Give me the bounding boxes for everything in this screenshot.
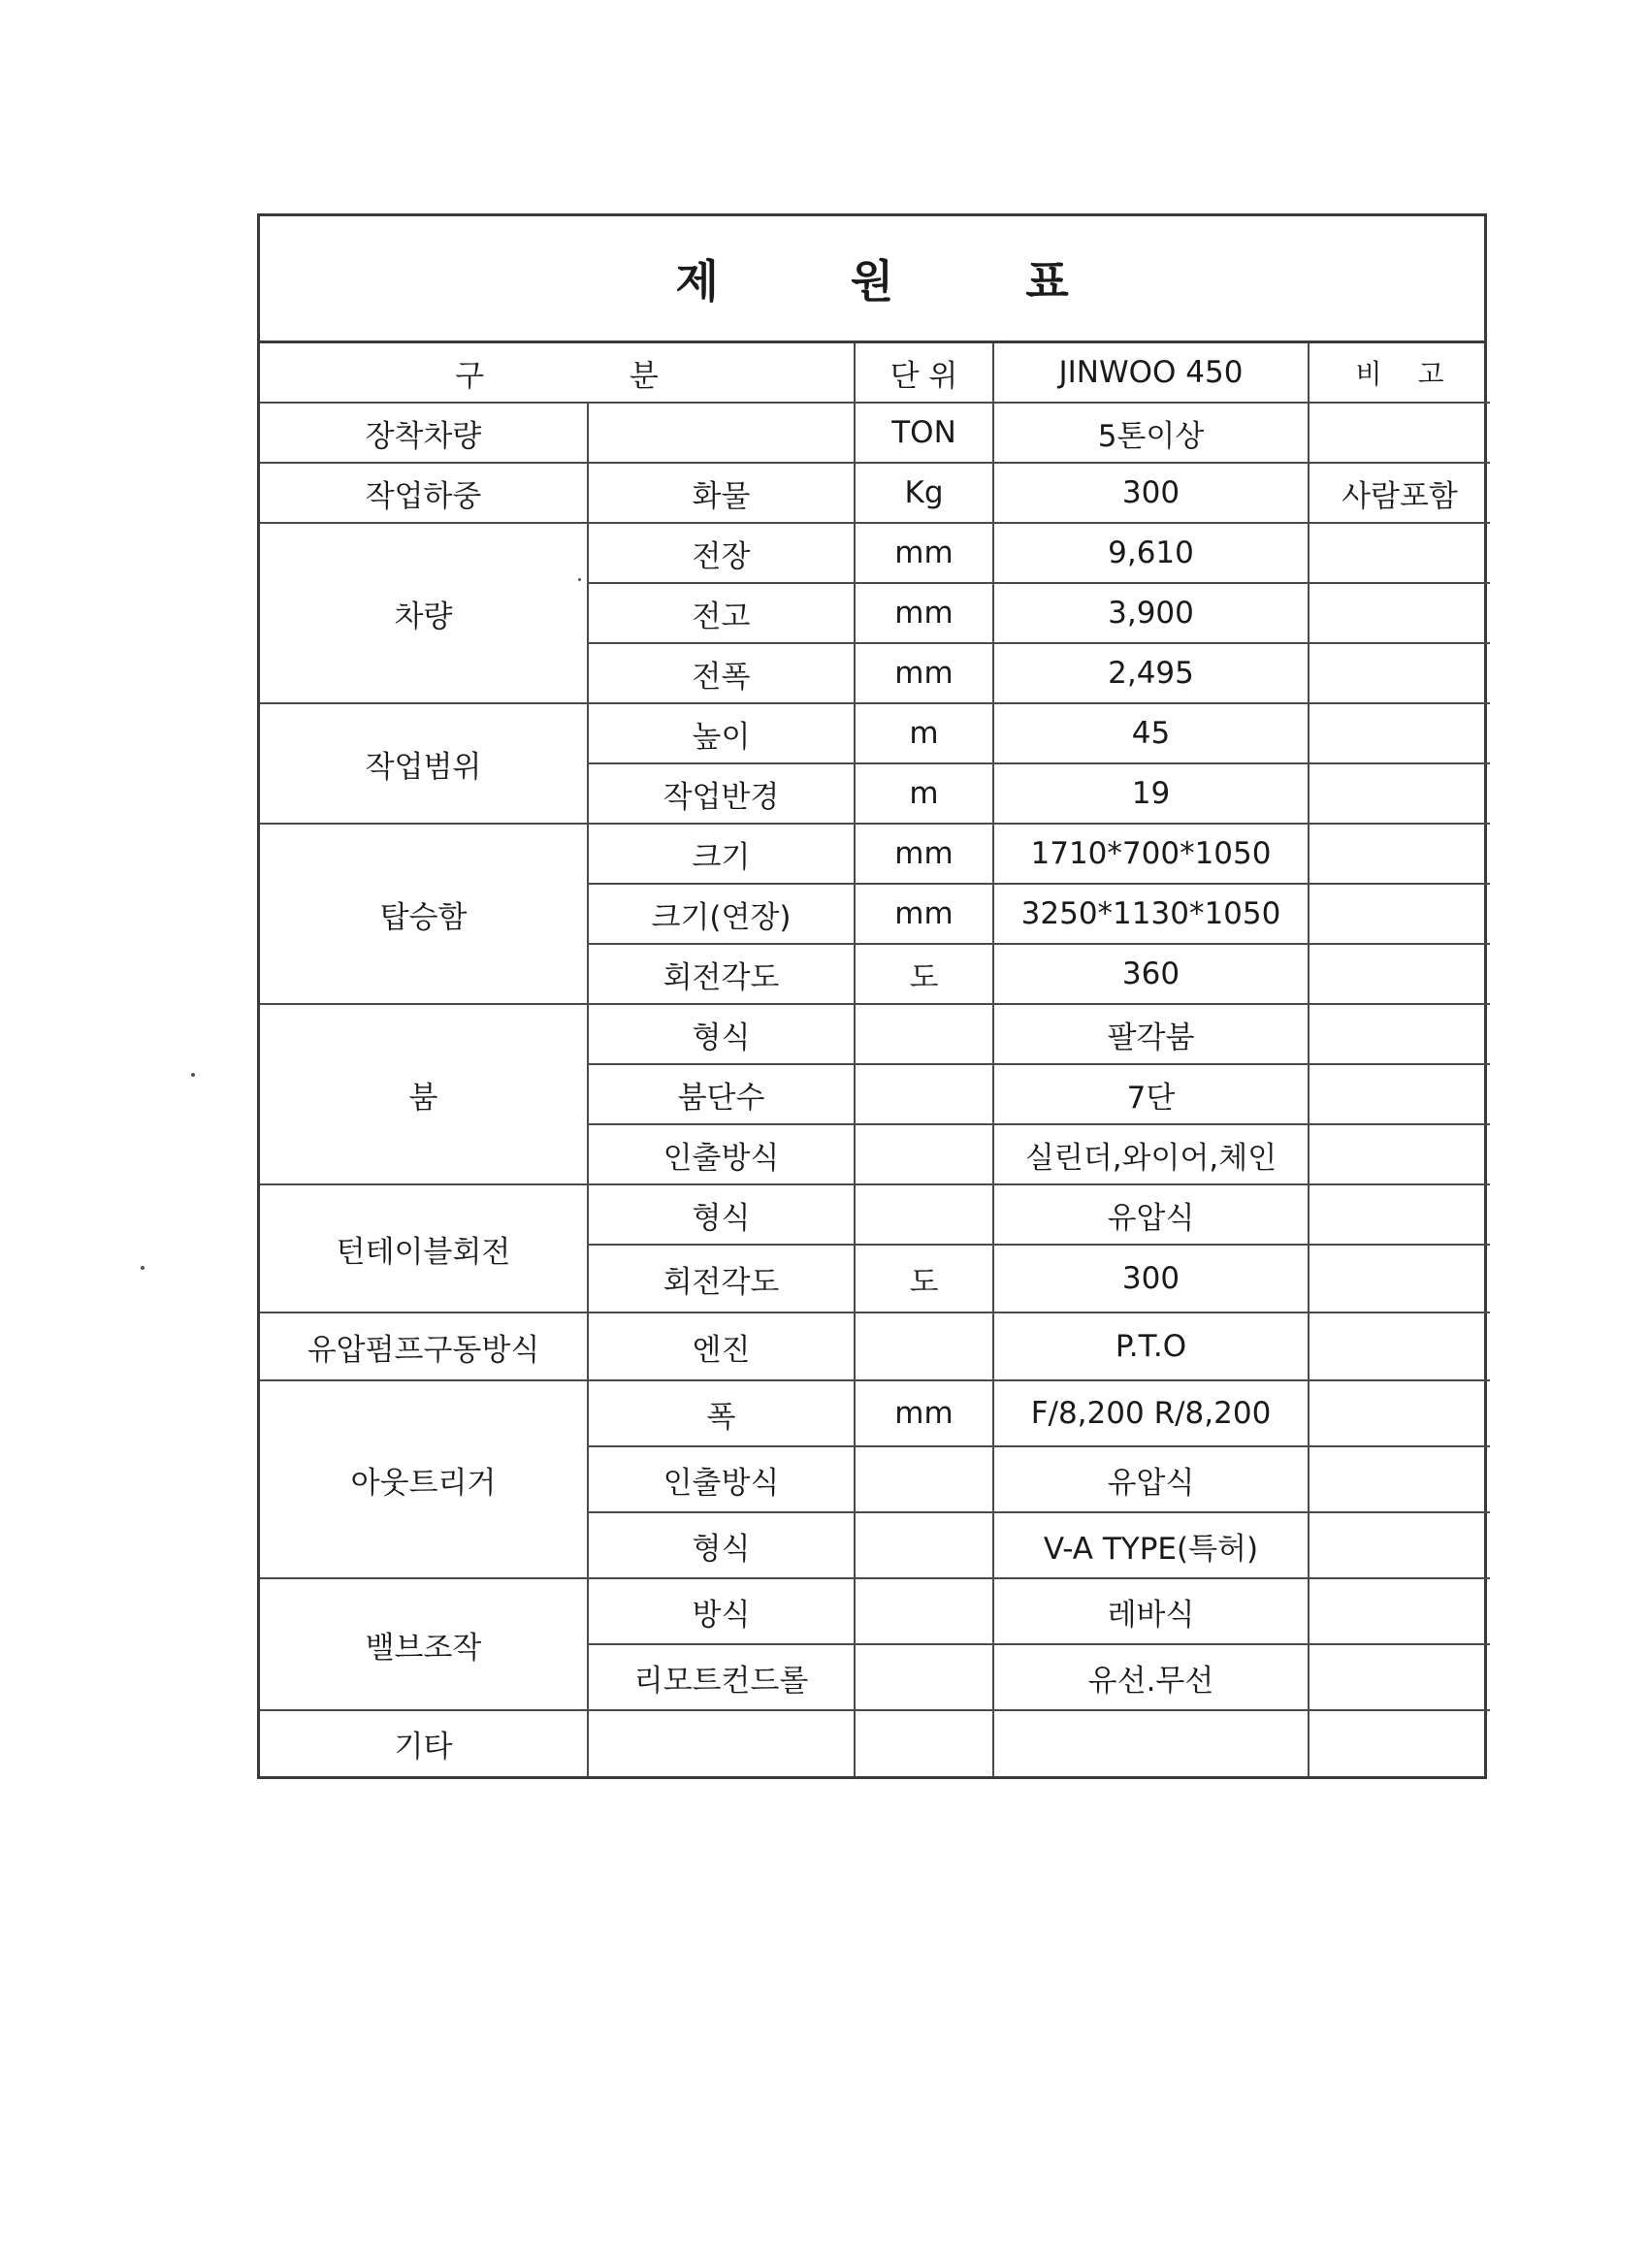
remark-cell bbox=[1309, 763, 1490, 824]
remark-cell bbox=[1309, 523, 1490, 583]
value-cell: 300 bbox=[993, 463, 1309, 523]
table-row bbox=[260, 703, 1490, 763]
remark-cell bbox=[1309, 884, 1490, 944]
item-cell: 인출방식 bbox=[588, 1446, 855, 1512]
remark-cell bbox=[1309, 1245, 1490, 1312]
table-row bbox=[260, 463, 1490, 523]
unit-cell bbox=[855, 1004, 993, 1064]
unit-cell bbox=[855, 1512, 993, 1578]
remark-cell bbox=[1309, 1512, 1490, 1578]
item-cell: 화물 bbox=[588, 463, 855, 523]
group-cell: 붐 bbox=[260, 1004, 588, 1184]
scan-speck bbox=[578, 578, 581, 581]
unit-cell bbox=[855, 1644, 993, 1710]
group-cell: 장착차량 bbox=[260, 403, 588, 463]
page-title: 제 원 표 bbox=[675, 255, 1127, 308]
unit-cell: Kg bbox=[855, 463, 993, 523]
item-cell: 형식 bbox=[588, 1004, 855, 1064]
group-cell: 작업범위 bbox=[260, 703, 588, 824]
group-cell: 밸브조작 bbox=[260, 1578, 588, 1710]
item-cell: 붐단수 bbox=[588, 1064, 855, 1124]
unit-cell bbox=[855, 1064, 993, 1124]
item-cell: 크기(연장) bbox=[588, 884, 855, 944]
group-cell: 탑승함 bbox=[260, 824, 588, 1004]
group-cell: 턴테이블회전 bbox=[260, 1184, 588, 1312]
header-category: 구 분 bbox=[260, 343, 855, 403]
remark-cell bbox=[1309, 1380, 1490, 1446]
item-cell: 방식 bbox=[588, 1578, 855, 1644]
unit-cell: m bbox=[855, 763, 993, 824]
remark-cell bbox=[1309, 1710, 1490, 1776]
item-cell: 전장 bbox=[588, 523, 855, 583]
unit-cell bbox=[855, 1312, 993, 1380]
value-cell: 유선.무선 bbox=[993, 1644, 1309, 1710]
unit-cell bbox=[855, 1184, 993, 1245]
table-row bbox=[260, 523, 1490, 583]
table-row bbox=[260, 1380, 1490, 1446]
unit-cell: 도 bbox=[855, 944, 993, 1004]
item-cell: 리모트컨드롤 bbox=[588, 1644, 855, 1710]
remark-cell bbox=[1309, 1184, 1490, 1245]
item-cell: 형식 bbox=[588, 1184, 855, 1245]
value-cell: 유압식 bbox=[993, 1184, 1309, 1245]
value-cell: 9,610 bbox=[993, 523, 1309, 583]
spec-sheet bbox=[257, 213, 1487, 1779]
table-row bbox=[260, 824, 1490, 884]
item-cell: 형식 bbox=[588, 1512, 855, 1578]
value-cell: 360 bbox=[993, 944, 1309, 1004]
remark-cell bbox=[1309, 1312, 1490, 1380]
remark-cell bbox=[1309, 1124, 1490, 1184]
unit-cell bbox=[855, 1578, 993, 1644]
table-row bbox=[260, 1578, 1490, 1644]
header-row bbox=[260, 343, 1490, 403]
unit-cell bbox=[855, 1446, 993, 1512]
unit-cell: 도 bbox=[855, 1245, 993, 1312]
unit-cell: mm bbox=[855, 643, 993, 703]
value-cell: 7단 bbox=[993, 1064, 1309, 1124]
title-box bbox=[260, 216, 1484, 343]
table-row bbox=[260, 1004, 1490, 1064]
value-cell bbox=[993, 1710, 1309, 1776]
table-row bbox=[260, 1184, 1490, 1245]
remark-cell bbox=[1309, 403, 1490, 463]
remark-cell bbox=[1309, 583, 1490, 643]
unit-cell: m bbox=[855, 703, 993, 763]
remark-cell bbox=[1309, 1064, 1490, 1124]
group-cell: 차량 bbox=[260, 523, 588, 703]
remark-cell bbox=[1309, 1578, 1490, 1644]
table-row bbox=[260, 1710, 1490, 1776]
item-cell bbox=[588, 403, 855, 463]
value-cell: 레바식 bbox=[993, 1578, 1309, 1644]
value-cell: 유압식 bbox=[993, 1446, 1309, 1512]
remark-cell: 사람포함 bbox=[1309, 463, 1490, 523]
item-cell: 인출방식 bbox=[588, 1124, 855, 1184]
remark-cell bbox=[1309, 703, 1490, 763]
group-cell: 작업하중 bbox=[260, 463, 588, 523]
item-cell: 전고 bbox=[588, 583, 855, 643]
value-cell: 45 bbox=[993, 703, 1309, 763]
item-cell: 크기 bbox=[588, 824, 855, 884]
item-cell: 회전각도 bbox=[588, 944, 855, 1004]
value-cell: 19 bbox=[993, 763, 1309, 824]
value-cell: 5톤이상 bbox=[993, 403, 1309, 463]
unit-cell: mm bbox=[855, 884, 993, 944]
value-cell: 2,495 bbox=[993, 643, 1309, 703]
header-model: JINWOO 450 bbox=[993, 343, 1309, 403]
group-cell: 기타 bbox=[260, 1710, 588, 1776]
value-cell: 300 bbox=[993, 1245, 1309, 1312]
value-cell: P.T.O bbox=[993, 1312, 1309, 1380]
scan-speck bbox=[141, 1266, 145, 1270]
unit-cell bbox=[855, 1710, 993, 1776]
table-row bbox=[260, 403, 1490, 463]
item-cell: 전폭 bbox=[588, 643, 855, 703]
unit-cell bbox=[855, 1124, 993, 1184]
unit-cell: mm bbox=[855, 1380, 993, 1446]
item-cell: 폭 bbox=[588, 1380, 855, 1446]
value-cell: V-A TYPE(특허) bbox=[993, 1512, 1309, 1578]
item-cell: 엔진 bbox=[588, 1312, 855, 1380]
value-cell: 3250*1130*1050 bbox=[993, 884, 1309, 944]
unit-cell: mm bbox=[855, 583, 993, 643]
scan-speck bbox=[191, 1073, 195, 1077]
value-cell: 팔각붐 bbox=[993, 1004, 1309, 1064]
group-cell: 유압펌프구동방식 bbox=[260, 1312, 588, 1380]
remark-cell bbox=[1309, 1004, 1490, 1064]
remark-cell bbox=[1309, 824, 1490, 884]
remark-cell bbox=[1309, 944, 1490, 1004]
header-unit: 단 위 bbox=[855, 343, 993, 403]
spec-table bbox=[260, 343, 1490, 1776]
item-cell: 높이 bbox=[588, 703, 855, 763]
remark-cell bbox=[1309, 643, 1490, 703]
unit-cell: mm bbox=[855, 824, 993, 884]
value-cell: 1710*700*1050 bbox=[993, 824, 1309, 884]
value-cell: 3,900 bbox=[993, 583, 1309, 643]
item-cell bbox=[588, 1710, 855, 1776]
unit-cell: TON bbox=[855, 403, 993, 463]
item-cell: 회전각도 bbox=[588, 1245, 855, 1312]
remark-cell bbox=[1309, 1644, 1490, 1710]
header-remark: 비 고 bbox=[1309, 343, 1490, 403]
remark-cell bbox=[1309, 1446, 1490, 1512]
group-cell: 아웃트리거 bbox=[260, 1380, 588, 1578]
item-cell: 작업반경 bbox=[588, 763, 855, 824]
unit-cell: mm bbox=[855, 523, 993, 583]
value-cell: F/8,200 R/8,200 bbox=[993, 1380, 1309, 1446]
table-row bbox=[260, 1312, 1490, 1380]
value-cell: 실린더,와이어,체인 bbox=[993, 1124, 1309, 1184]
